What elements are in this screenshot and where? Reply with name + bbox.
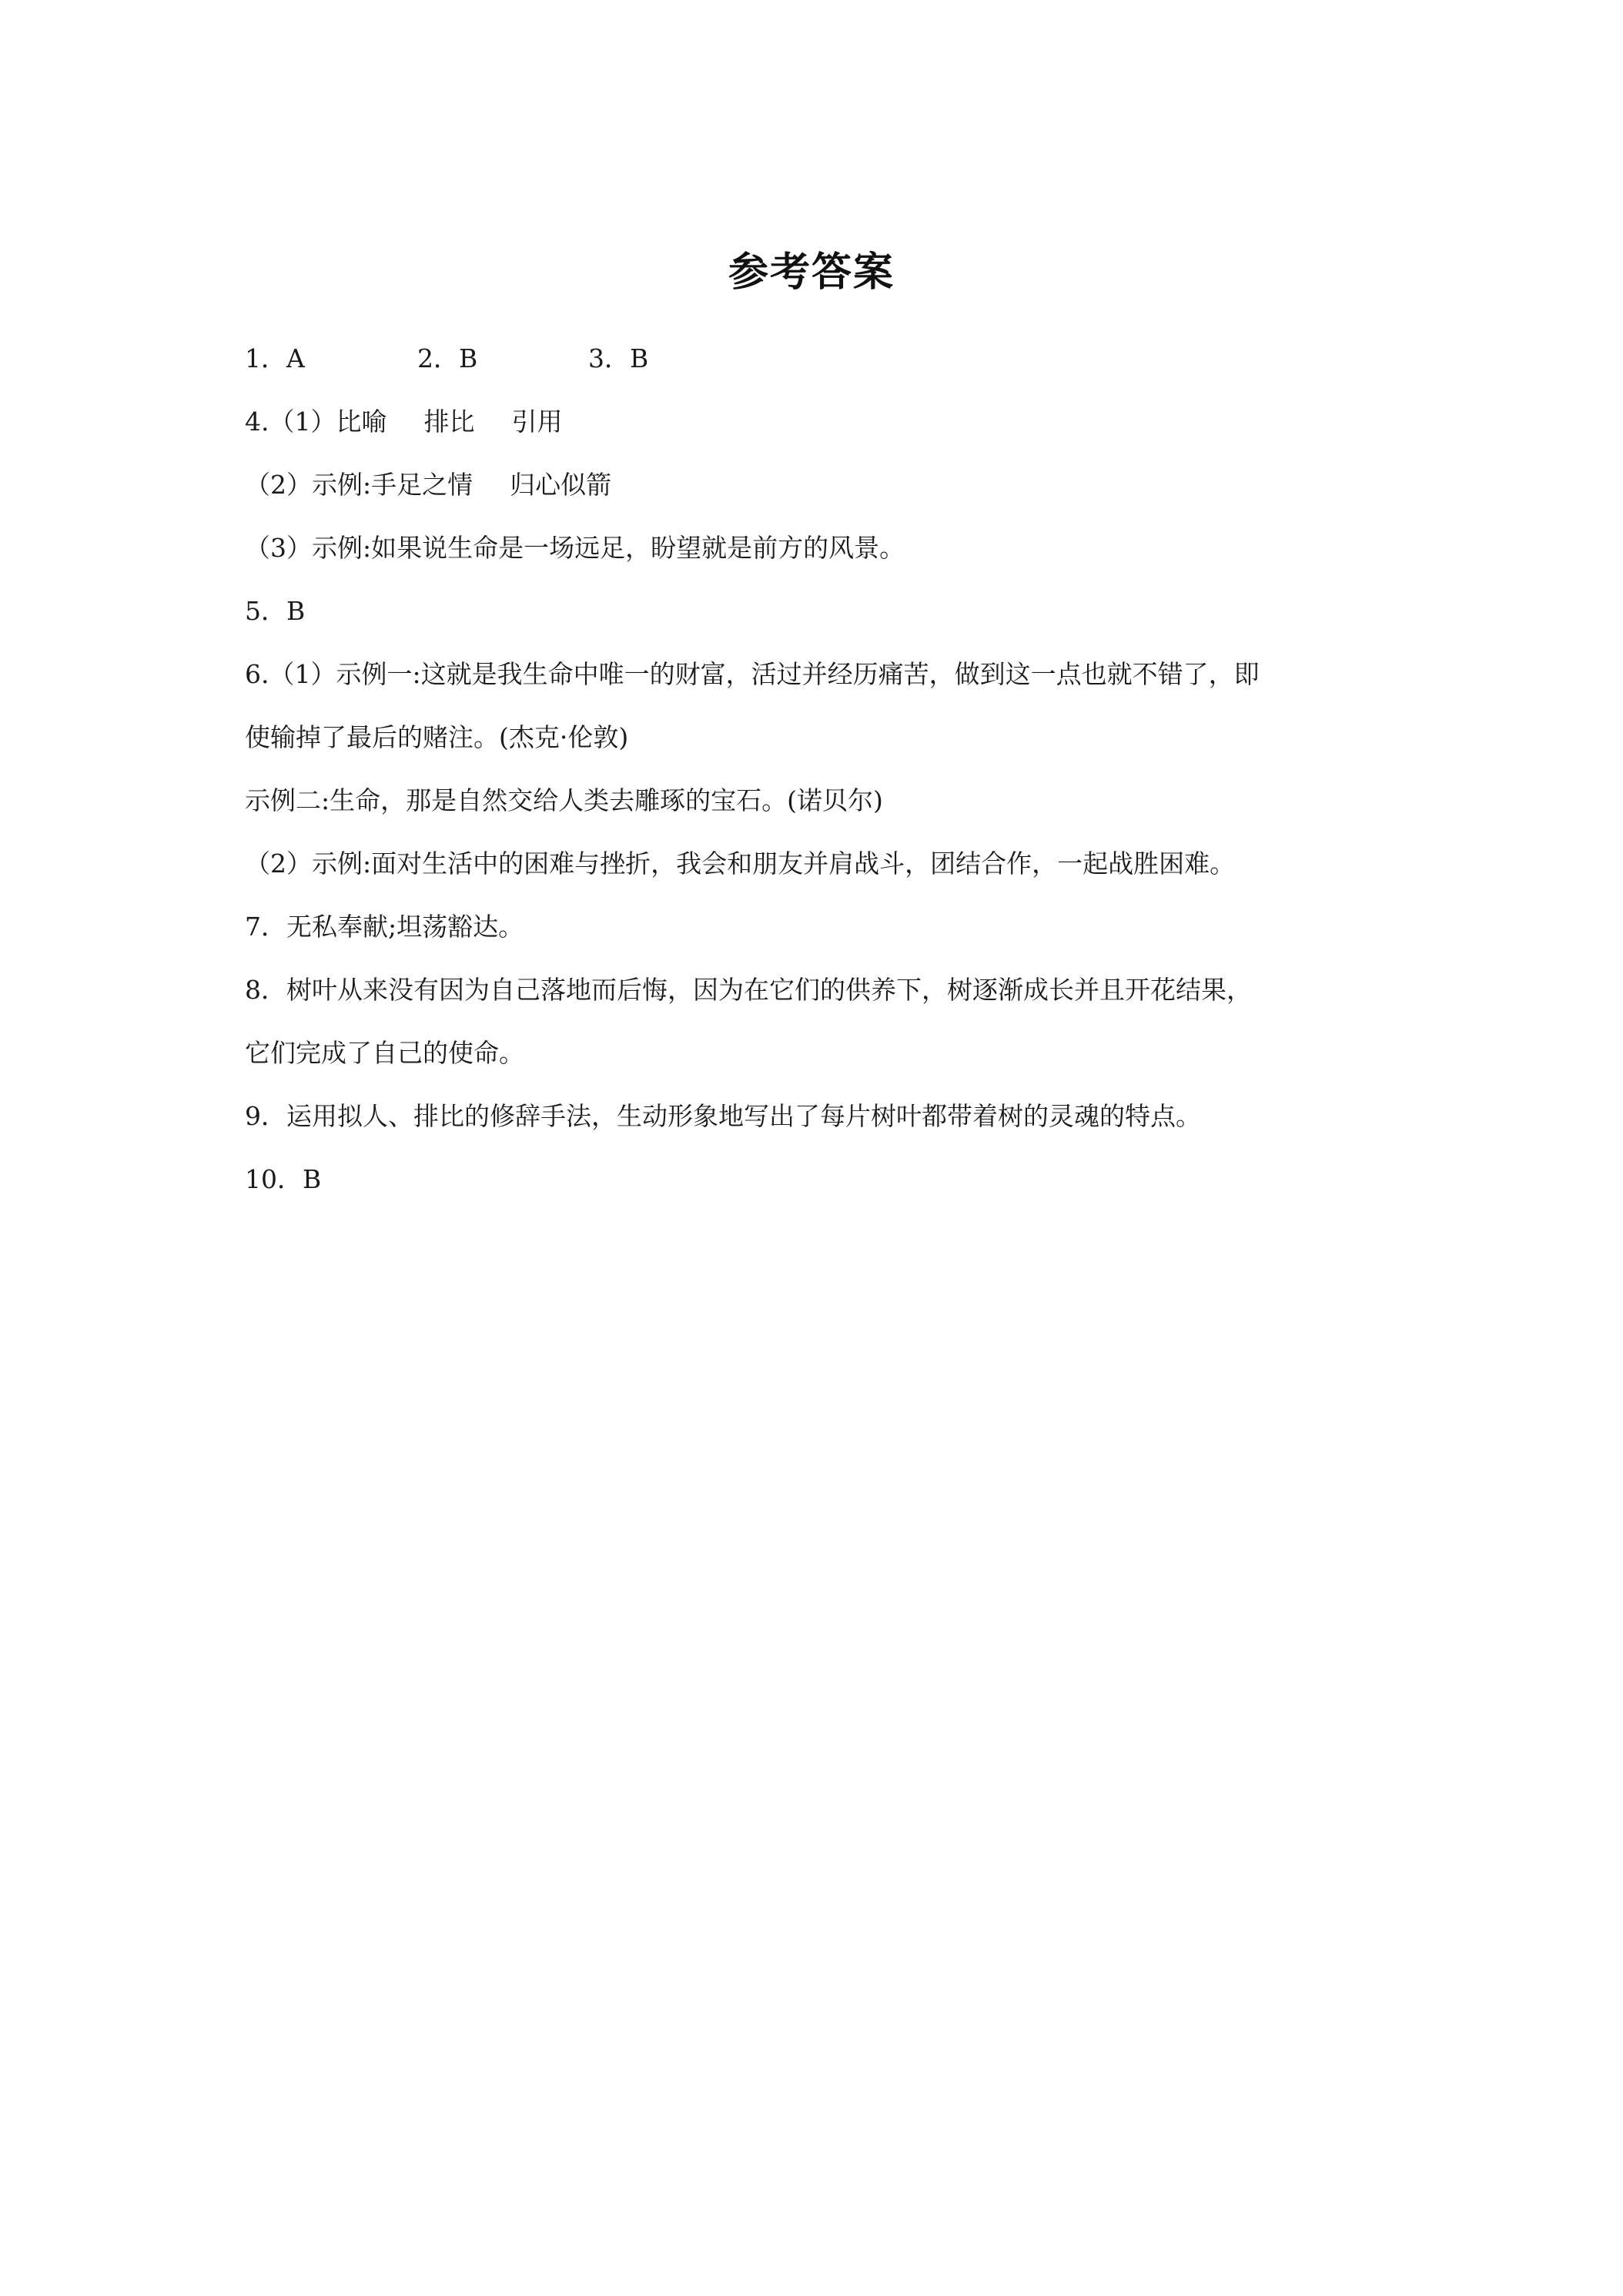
answer-6-1-line2: 使输掉了最后的赌注。(杰克·伦敦): [245, 722, 629, 752]
answer-3: 3．B: [588, 343, 649, 373]
answer-6-2: （2）示例:面对生活中的困难与挫折，我会和朋友并肩战斗，团结合作，一起战胜困难。: [245, 848, 1236, 879]
answer-4-1-c: 引用: [511, 407, 563, 437]
answer-4-1: [245, 405, 562, 439]
answer-9: 9．运用拟人、排比的修辞手法，生动形象地写出了每片树叶都带着树的灵魂的特点。: [245, 1101, 1201, 1131]
answer-8-line2: 它们完成了自己的使命。: [245, 1038, 524, 1068]
answer-4-1-b: 排比: [423, 407, 475, 437]
answer-4-2: [245, 468, 611, 502]
answer-4-1-a: 4.（1）比喻: [245, 407, 387, 437]
answer-10: 10．B: [245, 1164, 322, 1194]
answer-2: 2．B: [417, 343, 478, 373]
answer-4-3: （3）示例:如果说生命是一场远足，盼望就是前方的风景。: [245, 533, 905, 563]
answer-4-2-a: （2）示例:手足之情: [245, 470, 474, 500]
answer-6-1-line3: 示例二:生命，那是自然交给人类去雕琢的宝石。(诺贝尔): [245, 785, 883, 815]
answer-6-1-line1: 6.（1）示例一:这就是我生命中唯一的财富，活过并经历痛苦，做到这一点也就不错了，即: [245, 659, 1260, 689]
answer-5: 5．B: [245, 596, 306, 626]
answer-1: 1．A: [245, 343, 305, 373]
answer-7: 7．无私奉献;坦荡豁达。: [245, 912, 524, 942]
answer-8-line1: 8．树叶从来没有因为自己落地而后悔，因为在它们的供养下，树逐渐成长并且开花结果，: [245, 975, 1252, 1005]
page-title: 参考答案: [728, 249, 895, 296]
answer-4-2-b: 归心似箭: [510, 470, 612, 500]
